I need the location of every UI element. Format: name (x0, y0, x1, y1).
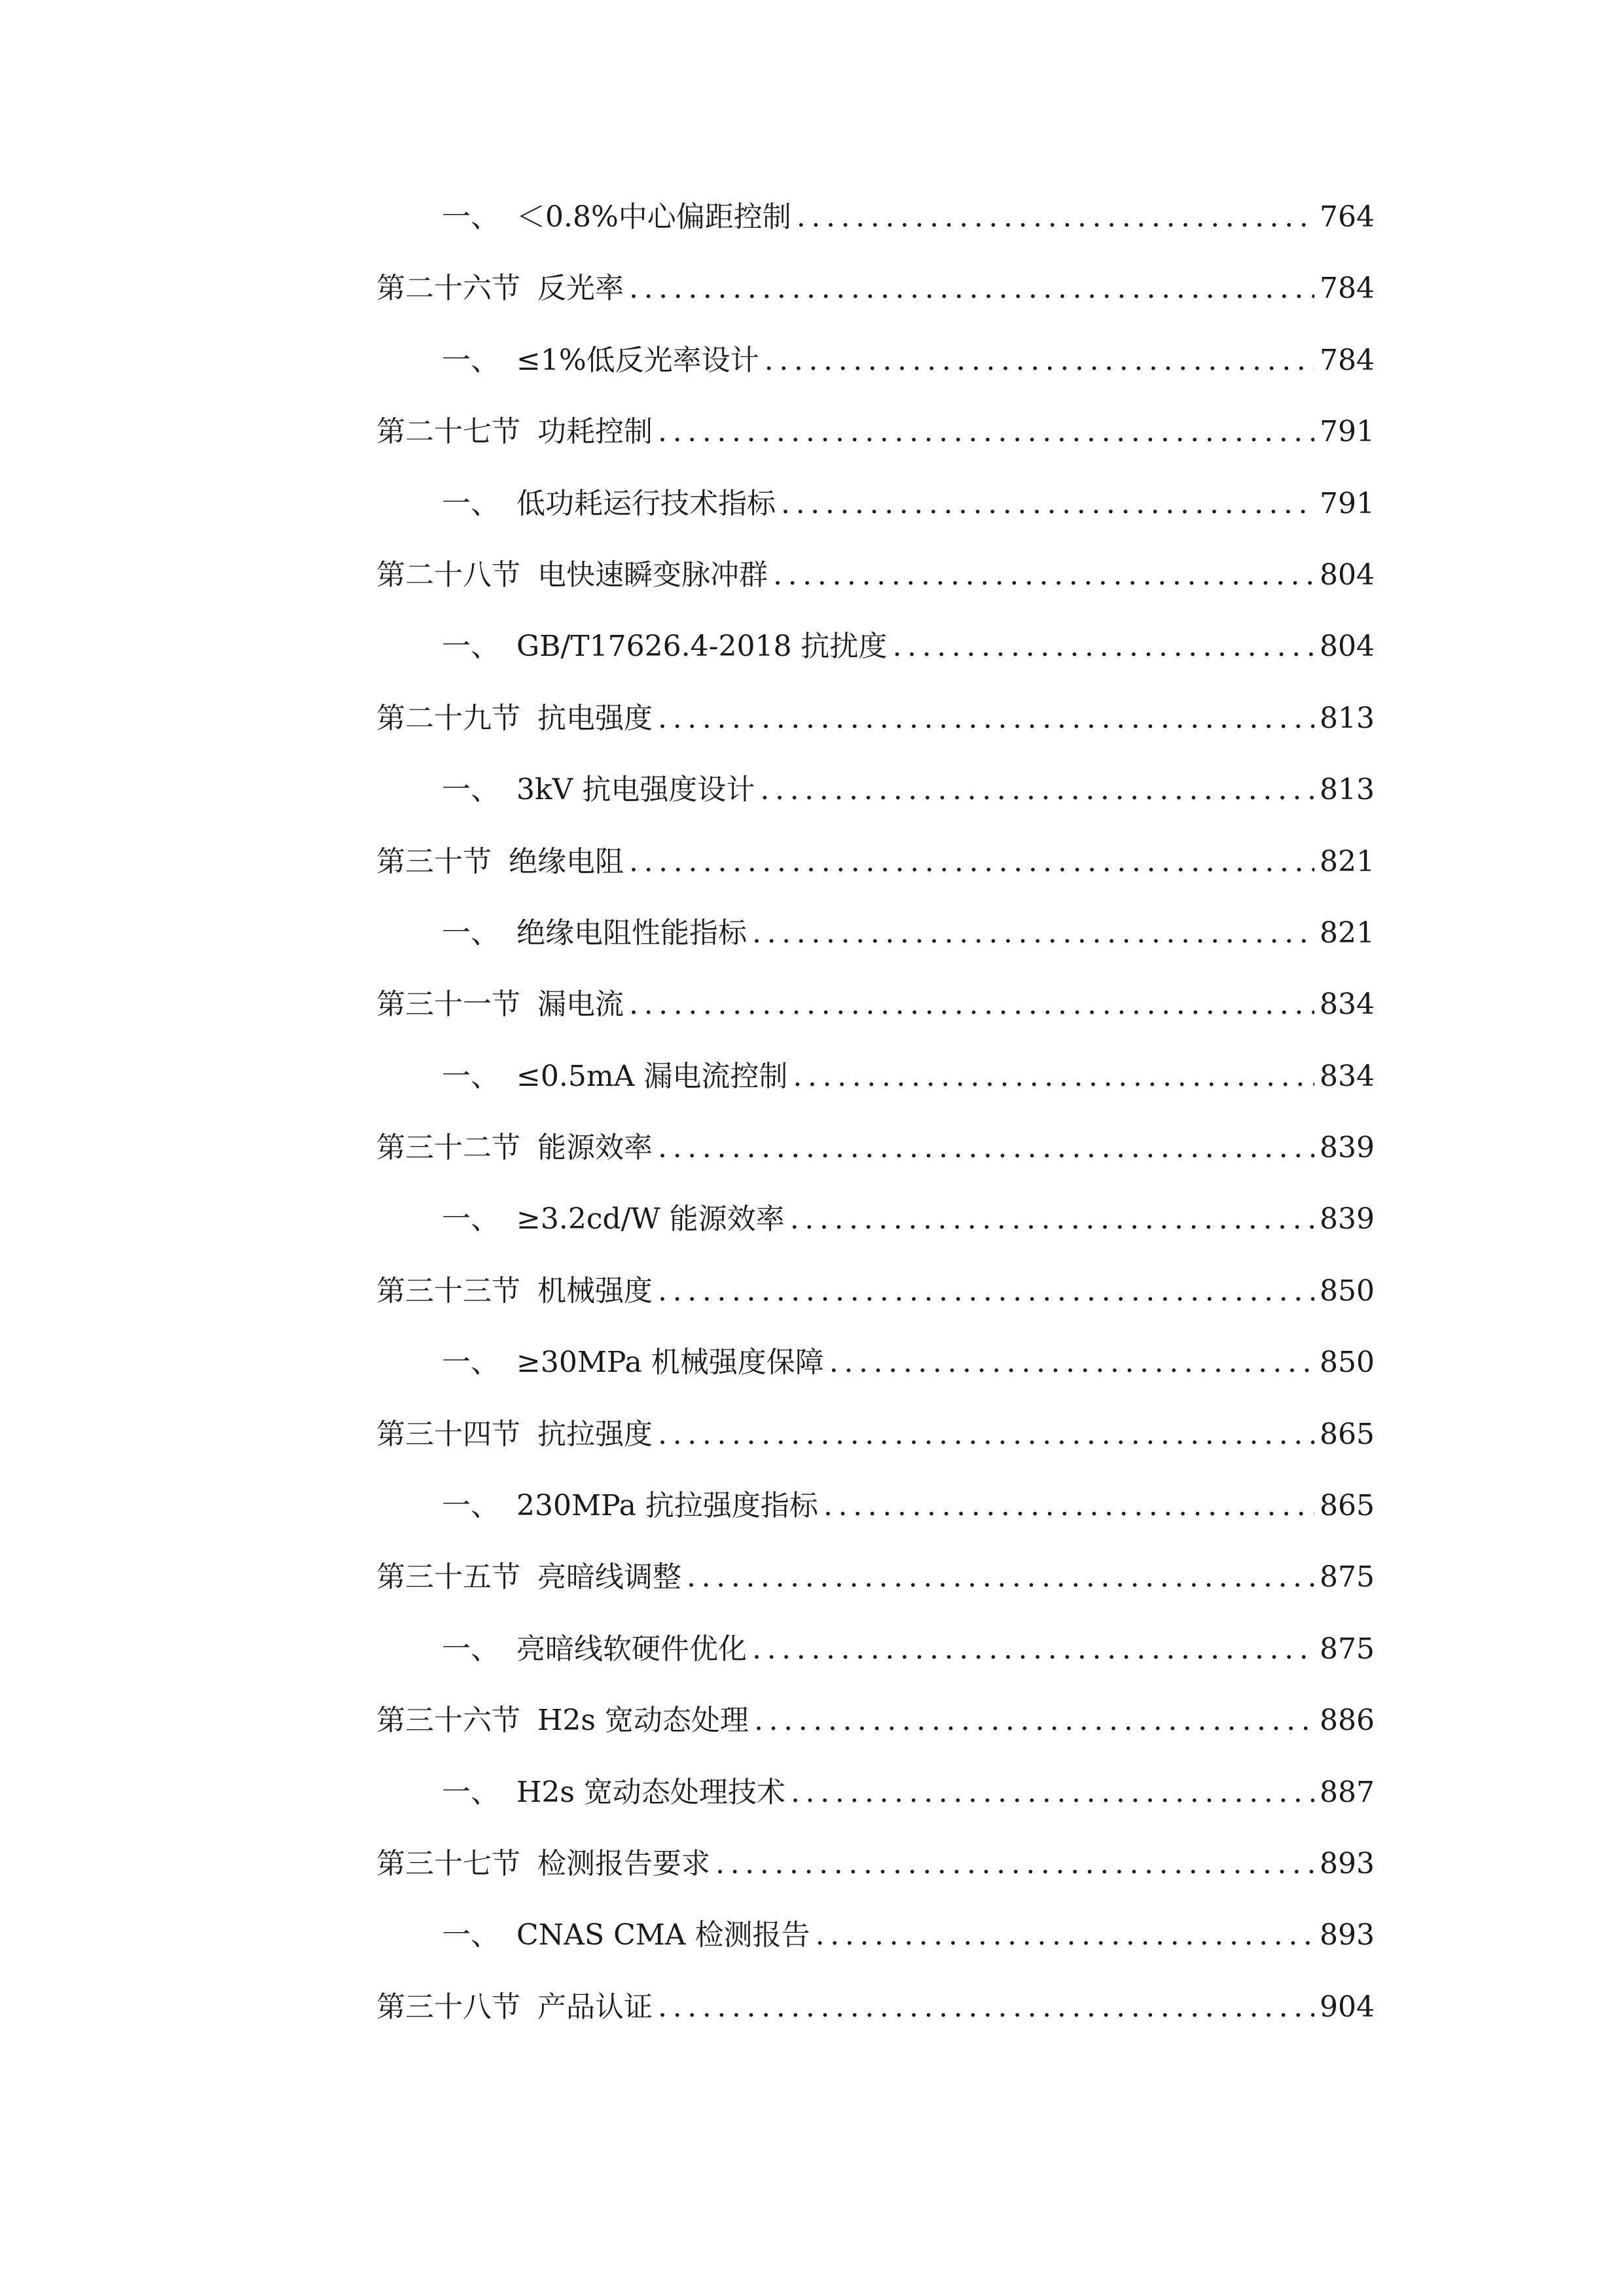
toc-page-number: 784 (1320, 272, 1375, 306)
toc-entry-text: H2s 宽动态处理技术 (516, 1775, 785, 1809)
toc-entry-text: 绝缘电阻 (509, 844, 624, 878)
toc-entry-title (442, 1480, 818, 1532)
toc-entry-number: 第三十节 (376, 844, 492, 878)
toc-page-number: 865 (1320, 1417, 1375, 1451)
toc-subsection-entry[interactable] (376, 1336, 1375, 1408)
toc-dot-leader (816, 1909, 1314, 1962)
toc-page-number: 791 (1320, 415, 1375, 449)
toc-entry-number: 一、 (442, 1202, 499, 1236)
toc-section-entry[interactable] (376, 262, 1375, 334)
toc-entry-number: 第三十六节 (376, 1704, 520, 1738)
toc-entry-title (442, 620, 887, 673)
toc-entry-number: 一、 (442, 343, 499, 377)
toc-subsection-entry[interactable] (376, 1909, 1375, 1981)
toc-entry-title (442, 334, 759, 387)
toc-page-number: 804 (1320, 630, 1375, 664)
toc-page-number: 875 (1320, 1560, 1375, 1594)
toc-entry-title (376, 1695, 749, 1747)
toc-subsection-entry[interactable] (376, 907, 1375, 978)
toc-dot-leader (781, 478, 1314, 530)
toc-entry-title (376, 1408, 653, 1461)
toc-dot-leader (658, 1408, 1314, 1461)
toc-entry-number: 一、 (442, 1059, 499, 1093)
toc-entry-text: GB/T17626.4-2018 抗扰度 (516, 630, 888, 664)
toc-entry-number: 一、 (442, 916, 499, 950)
toc-section-entry[interactable] (376, 978, 1375, 1050)
toc-entry-number: 一、 (442, 486, 499, 520)
toc-page-number: 804 (1320, 558, 1375, 592)
toc-entry-number: 第三十三节 (376, 1274, 520, 1308)
toc-entry-title (442, 907, 747, 960)
toc-entry-title (376, 1981, 653, 2034)
toc-entry-number: 第三十七节 (376, 1846, 520, 1880)
toc-section-entry[interactable] (376, 1408, 1375, 1480)
toc-entry-text: 检测报告要求 (537, 1846, 710, 1880)
toc-page-number: 850 (1320, 1346, 1375, 1380)
toc-entry-title (376, 1265, 653, 1318)
toc-entry-text: 能源效率 (537, 1131, 653, 1165)
toc-entry-number: 第三十一节 (376, 988, 520, 1022)
toc-entry-number: 一、 (442, 1918, 499, 1952)
toc-page-number: 839 (1320, 1202, 1375, 1236)
toc-entry-text: ≥30MPa 机械强度保障 (516, 1346, 824, 1380)
toc-entry-title (376, 549, 768, 601)
toc-section-entry[interactable] (376, 836, 1375, 907)
toc-entry-title (442, 1050, 787, 1103)
toc-dot-leader (752, 1623, 1314, 1676)
toc-page-number: 821 (1320, 844, 1375, 878)
toc-entry-text: 电快速瞬变脉冲群 (537, 558, 768, 592)
toc-dot-leader (765, 334, 1314, 387)
toc-entry-title (442, 478, 776, 530)
toc-entry-text: 抗拉强度 (537, 1417, 653, 1451)
toc-dot-leader (658, 1981, 1314, 2034)
toc-entry-text: 3kV 抗电强度设计 (516, 773, 755, 807)
toc-entry-number: 第三十二节 (376, 1131, 520, 1165)
toc-dot-leader (658, 406, 1314, 458)
toc-entry-number: 一、 (442, 200, 499, 234)
toc-entry-number: 一、 (442, 1775, 499, 1809)
toc-dot-leader (760, 764, 1314, 816)
toc-entry-text: 机械强度 (537, 1274, 653, 1308)
toc-dot-leader (658, 692, 1314, 745)
toc-section-entry[interactable] (376, 1838, 1375, 1909)
toc-page-number: 784 (1320, 343, 1375, 377)
toc-section-entry[interactable] (376, 1981, 1375, 2053)
toc-section-entry[interactable] (376, 406, 1375, 477)
toc-dot-leader (629, 978, 1314, 1031)
toc-page-number: 791 (1320, 486, 1375, 520)
toc-page-number: 887 (1320, 1775, 1375, 1809)
toc-dot-leader (773, 549, 1314, 601)
toc-entry-title (442, 1336, 824, 1389)
toc-page-number: 904 (1320, 1990, 1375, 2024)
toc-subsection-entry[interactable] (376, 334, 1375, 406)
toc-entry-number: 第三十四节 (376, 1417, 520, 1451)
toc-entry-text: 产品认证 (537, 1990, 653, 2024)
toc-entry-title (376, 1838, 710, 1890)
toc-entry-text: 亮暗线调整 (537, 1560, 681, 1594)
toc-entry-title (442, 1193, 785, 1246)
toc-page-number: 865 (1320, 1489, 1375, 1523)
toc-entry-title (442, 764, 755, 816)
toc-section-entry[interactable] (376, 1122, 1375, 1193)
toc-entry-number: 第三十八节 (376, 1990, 520, 2024)
toc-dot-leader (797, 191, 1314, 243)
toc-entry-text: CNAS CMA 检测报告 (516, 1918, 810, 1952)
toc-subsection-entry[interactable] (376, 1767, 1375, 1838)
toc-page-number: 821 (1320, 916, 1375, 950)
toc-entry-text: 低功耗运行技术指标 (516, 486, 776, 520)
toc-subsection-entry[interactable] (376, 1480, 1375, 1551)
toc-page-number: 886 (1320, 1704, 1375, 1738)
toc-page-number: 893 (1320, 1918, 1375, 1952)
toc-subsection-entry[interactable] (376, 620, 1375, 692)
toc-dot-leader (658, 1122, 1314, 1174)
toc-dot-leader (791, 1767, 1314, 1819)
toc-section-entry[interactable] (376, 549, 1375, 620)
toc-entry-number: 第二十九节 (376, 701, 520, 735)
toc-section-entry[interactable] (376, 1695, 1375, 1766)
toc-dot-leader (829, 1336, 1314, 1389)
toc-entry-number: 第二十六节 (376, 272, 520, 306)
toc-dot-leader (823, 1480, 1314, 1532)
toc-entry-text: ≤0.5mA 漏电流控制 (516, 1059, 788, 1093)
toc-entry-number: 一、 (442, 1346, 499, 1380)
toc-dot-leader (629, 262, 1314, 315)
toc-entry-number: 第三十五节 (376, 1560, 520, 1594)
toc-entry-text: 反光率 (537, 272, 624, 306)
toc-entry-title (442, 191, 791, 243)
toc-page-number: 813 (1320, 701, 1375, 735)
toc-entry-text: ＜0.8%中心偏距控制 (516, 200, 791, 234)
toc-subsection-entry[interactable] (376, 478, 1375, 549)
toc-entry-title (442, 1909, 810, 1962)
toc-subsection-entry[interactable] (376, 764, 1375, 835)
toc-dot-leader (687, 1551, 1314, 1604)
toc-section-entry[interactable] (376, 1265, 1375, 1336)
toc-entry-text: 230MPa 抗拉强度指标 (516, 1489, 818, 1523)
toc-entry-number: 一、 (442, 1632, 499, 1666)
toc-entry-text: 抗电强度 (537, 701, 653, 735)
toc-entry-title (376, 406, 653, 458)
toc-entry-text: 亮暗线软硬件优化 (516, 1632, 747, 1666)
toc-subsection-entry[interactable] (376, 1623, 1375, 1695)
toc-subsection-entry[interactable] (376, 1193, 1375, 1265)
toc-entry-number: 第二十七节 (376, 415, 520, 449)
toc-dot-leader (715, 1838, 1314, 1890)
toc-entry-text: ≤1%低反光率设计 (516, 343, 759, 377)
toc-page-number: 850 (1320, 1274, 1375, 1308)
toc-entry-text: 功耗控制 (537, 415, 653, 449)
toc-entry-number: 第二十八节 (376, 558, 520, 592)
toc-page-number: 893 (1320, 1846, 1375, 1880)
toc-dot-leader (790, 1193, 1314, 1246)
toc-page-number: 875 (1320, 1632, 1375, 1666)
toc-section-entry[interactable] (376, 692, 1375, 764)
toc-entry-title (376, 1122, 653, 1174)
toc-page-number: 764 (1320, 200, 1375, 234)
toc-entry-text: 漏电流 (537, 988, 624, 1022)
toc-entry-title (376, 836, 624, 888)
toc-entry-title (376, 262, 624, 315)
toc-dot-leader (793, 1050, 1314, 1103)
table-of-contents (376, 191, 1375, 2053)
toc-entry-number: 一、 (442, 773, 499, 807)
toc-entry-title (442, 1623, 747, 1676)
toc-dot-leader (754, 1695, 1314, 1747)
toc-entry-title (376, 1551, 681, 1604)
toc-page-number: 839 (1320, 1131, 1375, 1165)
toc-dot-leader (629, 836, 1314, 888)
toc-entry-title (376, 692, 653, 745)
toc-entry-number: 一、 (442, 1489, 499, 1523)
toc-page-number: 813 (1320, 773, 1375, 807)
toc-entry-title (442, 1767, 785, 1819)
toc-dot-leader (658, 1265, 1314, 1318)
toc-entry-title (376, 978, 624, 1031)
toc-entry-text: H2s 宽动态处理 (537, 1704, 749, 1738)
toc-subsection-entry[interactable] (376, 191, 1375, 262)
toc-page-number: 834 (1320, 1059, 1375, 1093)
toc-entry-number: 一、 (442, 630, 499, 664)
toc-dot-leader (752, 907, 1314, 960)
toc-page-number: 834 (1320, 988, 1375, 1022)
toc-entry-text: 绝缘电阻性能指标 (516, 916, 747, 950)
toc-dot-leader (892, 620, 1314, 673)
toc-section-entry[interactable] (376, 1551, 1375, 1623)
toc-subsection-entry[interactable] (376, 1050, 1375, 1122)
toc-entry-text: ≥3.2cd/W 能源效率 (516, 1202, 785, 1236)
